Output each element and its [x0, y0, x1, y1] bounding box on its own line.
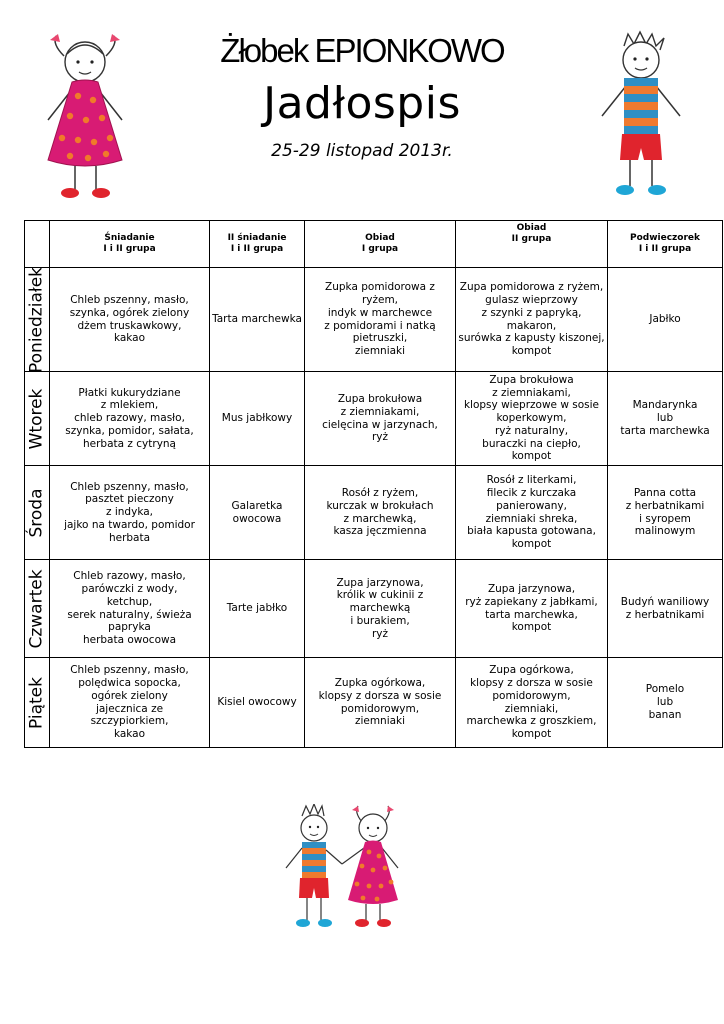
menu-line: Chleb pszenny, masło,: [70, 664, 189, 677]
lunch-group-1-cell: [305, 658, 456, 748]
menu-line: z ziemniakami,: [492, 386, 571, 399]
breakfast-cell: [50, 372, 210, 466]
menu-line: marchewka z groszkiem,: [466, 715, 597, 728]
menu-line: Budyń waniliowy: [620, 595, 710, 608]
menu-line: szczypiorkiem,: [90, 715, 169, 728]
date-range: 25-29 listopad 2013r.: [271, 141, 453, 161]
menu-line: z marchewką,: [343, 512, 417, 525]
breakfast-cell: [50, 658, 210, 748]
lunch-group-1-cell: [305, 466, 456, 560]
menu-line: ziemniaki: [354, 345, 406, 358]
lunch-group-1-cell: [305, 268, 456, 372]
title-block: [180, 30, 544, 161]
menu-line: Rosół z ryżem,: [341, 486, 419, 499]
menu-line: parówczki z wody,: [81, 582, 178, 595]
table-row: [25, 268, 723, 372]
menu-line: banan: [648, 708, 682, 721]
table-row: [25, 372, 723, 466]
menu-line: ketchup,: [106, 595, 153, 608]
menu-line: z pomidorami i natką: [324, 319, 436, 332]
menu-line: Tarta marchewka: [212, 313, 302, 326]
second-breakfast-cell: [210, 372, 305, 466]
menu-line: Chleb pszenny, masło,: [70, 480, 189, 493]
menu-line: Zupa jarzynowa,: [336, 576, 424, 589]
afternoon-snack-cell: [608, 372, 723, 466]
menu-line: Mandarynka: [632, 399, 698, 412]
table-row: [25, 560, 723, 658]
menu-line: ryż naturalny,: [494, 424, 569, 437]
day-cell: [25, 560, 50, 658]
menu-line: jajecznica ze: [95, 702, 164, 715]
column-header-lunch-group-1: Obiad I grupa: [305, 221, 456, 268]
menu-line: papryka: [108, 621, 151, 634]
afternoon-snack-cell: [608, 268, 723, 372]
column-header-breakfast: Śniadanie I i II grupa: [50, 221, 210, 268]
menu-line: kompot: [511, 450, 552, 463]
menu-line: szynka, ogórek zielony: [69, 306, 190, 319]
menu-line: ziemniaki: [354, 715, 406, 728]
menu-line: Zupa ogórkowa,: [489, 664, 574, 677]
menu-line: z herbatnikami: [625, 608, 705, 621]
menu-line: surówka z kapusty kiszonej,: [458, 332, 605, 345]
menu-line: herbata z cytryną: [83, 437, 176, 450]
menu-line: koperkowym,: [496, 412, 567, 425]
table-row: [25, 466, 723, 560]
menu-line: kasza jęczmienna: [333, 525, 427, 538]
menu-line: i syropem malinowym: [634, 512, 696, 538]
menu-line: ryż: [371, 627, 389, 640]
menu-line: z mlekiem,: [100, 399, 159, 412]
menu-line: panierowany,: [496, 499, 567, 512]
menu-line: cielęcina w jarzynach,: [322, 418, 438, 431]
menu-line: pomidorowym,: [492, 689, 571, 702]
day-header-cell: [25, 221, 50, 268]
menu-line: pomidorowym,: [340, 702, 420, 715]
menu-line: chleb razowy, masło,: [74, 412, 185, 425]
menu-line: pasztet pieczony: [85, 493, 174, 506]
girl-illustration-icon: [30, 30, 140, 202]
lunch-group-2-cell: [456, 268, 608, 372]
day-cell: [25, 372, 50, 466]
menu-line: kompot: [511, 621, 552, 634]
menu-line: lub: [656, 412, 674, 425]
menu-line: Kisiel owocowy: [217, 696, 297, 709]
menu-line: gulasz wieprzowy: [485, 293, 578, 306]
menu-line: i burakiem,: [350, 614, 410, 627]
menu-line: ryż zapiekany z jabłkami,: [465, 595, 598, 608]
second-breakfast-cell: [210, 560, 305, 658]
menu-line: Mus jabłkowy: [221, 412, 293, 425]
lunch-group-2-cell: [456, 466, 608, 560]
table-row: [25, 658, 723, 748]
page-title: Jadłospis: [263, 78, 461, 129]
menu-line: indyk w marchewce: [327, 306, 433, 319]
afternoon-snack-cell: [608, 560, 723, 658]
menu-line: Płatki kukurydziane: [78, 386, 181, 399]
column-header-second-breakfast: II śniadanie I i II grupa: [210, 221, 305, 268]
menu-line: Zupa brokułowa: [337, 392, 423, 405]
menu-line: buraczki na ciepło,: [482, 437, 581, 450]
menu-line: kakao: [113, 728, 146, 741]
afternoon-snack-cell: [608, 466, 723, 560]
boy-illustration-icon: [594, 30, 690, 202]
menu-line: pietruszki,: [352, 332, 408, 345]
menu-line: królik w cukinii z marchewką: [336, 589, 424, 615]
menu-line: biała kapusta gotowana,: [467, 525, 596, 538]
column-header-lunch-group-2: Obiad II grupa: [456, 221, 608, 268]
menu-line: ryż: [371, 431, 389, 444]
menu-line: ziemniaki,: [504, 702, 559, 715]
day-label: Czwartek: [26, 568, 47, 649]
menu-line: klopsy z dorsza w sosie: [470, 676, 593, 689]
afternoon-snack-cell: [608, 658, 723, 748]
menu-line: serek naturalny, świeża: [67, 608, 192, 621]
menu-line: kompot: [511, 538, 552, 551]
menu-line: lub: [656, 696, 674, 709]
menu-line: Zupa brokułowa: [489, 373, 574, 386]
menu-line: kakao: [113, 332, 146, 345]
menu-line: Rosół z literkami,: [486, 474, 577, 487]
menu-line: Galaretka: [231, 499, 283, 512]
menu-line: ogórek zielony: [91, 689, 168, 702]
menu-line: filecik z kurczaka: [486, 486, 577, 499]
menu-line: Panna cotta: [633, 486, 697, 499]
second-breakfast-cell: [210, 658, 305, 748]
day-label: Poniedziałek: [26, 266, 47, 373]
menu-line: jajko na twardo, pomidor: [64, 518, 195, 531]
menu-line: z herbatnikami: [625, 499, 705, 512]
menu-line: Tarte jabłko: [226, 602, 288, 615]
menu-line: polędwica sopocka,: [78, 676, 181, 689]
lunch-group-2-cell: [456, 372, 608, 466]
children-illustration-icon: [280, 804, 410, 936]
menu-line: klopsy wieprzowe w sosie: [463, 399, 600, 412]
menu-line: z ziemniakami,: [340, 405, 420, 418]
menu-line: szynka, pomidor, sałata,: [65, 424, 194, 437]
menu-line: Zupka ogórkowa,: [334, 676, 426, 689]
lunch-group-1-cell: [305, 372, 456, 466]
menu-line: dżem truskawkowy,: [77, 319, 182, 332]
menu-line: Zupa jarzynowa,: [487, 582, 576, 595]
menu-line: herbata: [108, 531, 151, 544]
menu-line: tarta marchewka,: [485, 608, 578, 621]
nursery-name: Żłobek EPIONKOWO: [220, 32, 504, 69]
menu-line: Zupka pomidorowa z ryżem,: [325, 281, 435, 306]
breakfast-cell: [50, 466, 210, 560]
menu-table: [24, 220, 723, 748]
lunch-group-2-cell: [456, 560, 608, 658]
menu-line: ziemniaki shreka,: [485, 512, 578, 525]
breakfast-cell: [50, 268, 210, 372]
second-breakfast-cell: [210, 268, 305, 372]
second-breakfast-cell: [210, 466, 305, 560]
column-header-afternoon-snack: Podwieczorek I i II grupa: [608, 221, 723, 268]
menu-line: Jabłko: [649, 313, 681, 326]
menu-line: kompot: [511, 728, 552, 741]
lunch-group-2-cell: [456, 658, 608, 748]
menu-line: Pomelo: [645, 683, 685, 696]
menu-line: kurczak w brokułach: [326, 499, 434, 512]
breakfast-cell: [50, 560, 210, 658]
menu-line: makaron,: [506, 319, 557, 332]
menu-line: Zupa pomidorowa z ryżem,: [459, 281, 604, 294]
header-row: [25, 221, 723, 268]
menu-line: z szynki z papryką,: [481, 306, 582, 319]
menu-line: z indyka,: [106, 506, 153, 519]
day-cell: [25, 658, 50, 748]
lunch-group-1-cell: [305, 560, 456, 658]
day-label: Wtorek: [26, 388, 47, 449]
day-cell: [25, 466, 50, 560]
menu-line: klopsy z dorsza w sosie: [318, 689, 442, 702]
day-label: Środa: [26, 487, 47, 538]
menu-line: Chleb razowy, masło,: [73, 570, 186, 583]
menu-line: herbata owocowa: [82, 634, 177, 647]
day-cell: [25, 268, 50, 372]
menu-line: kompot: [511, 345, 552, 358]
day-label: Piątek: [26, 676, 47, 729]
menu-line: tarta marchewka: [620, 424, 710, 437]
menu-line: Chleb pszenny, masło,: [70, 293, 189, 306]
menu-line: owocowa: [232, 512, 282, 525]
